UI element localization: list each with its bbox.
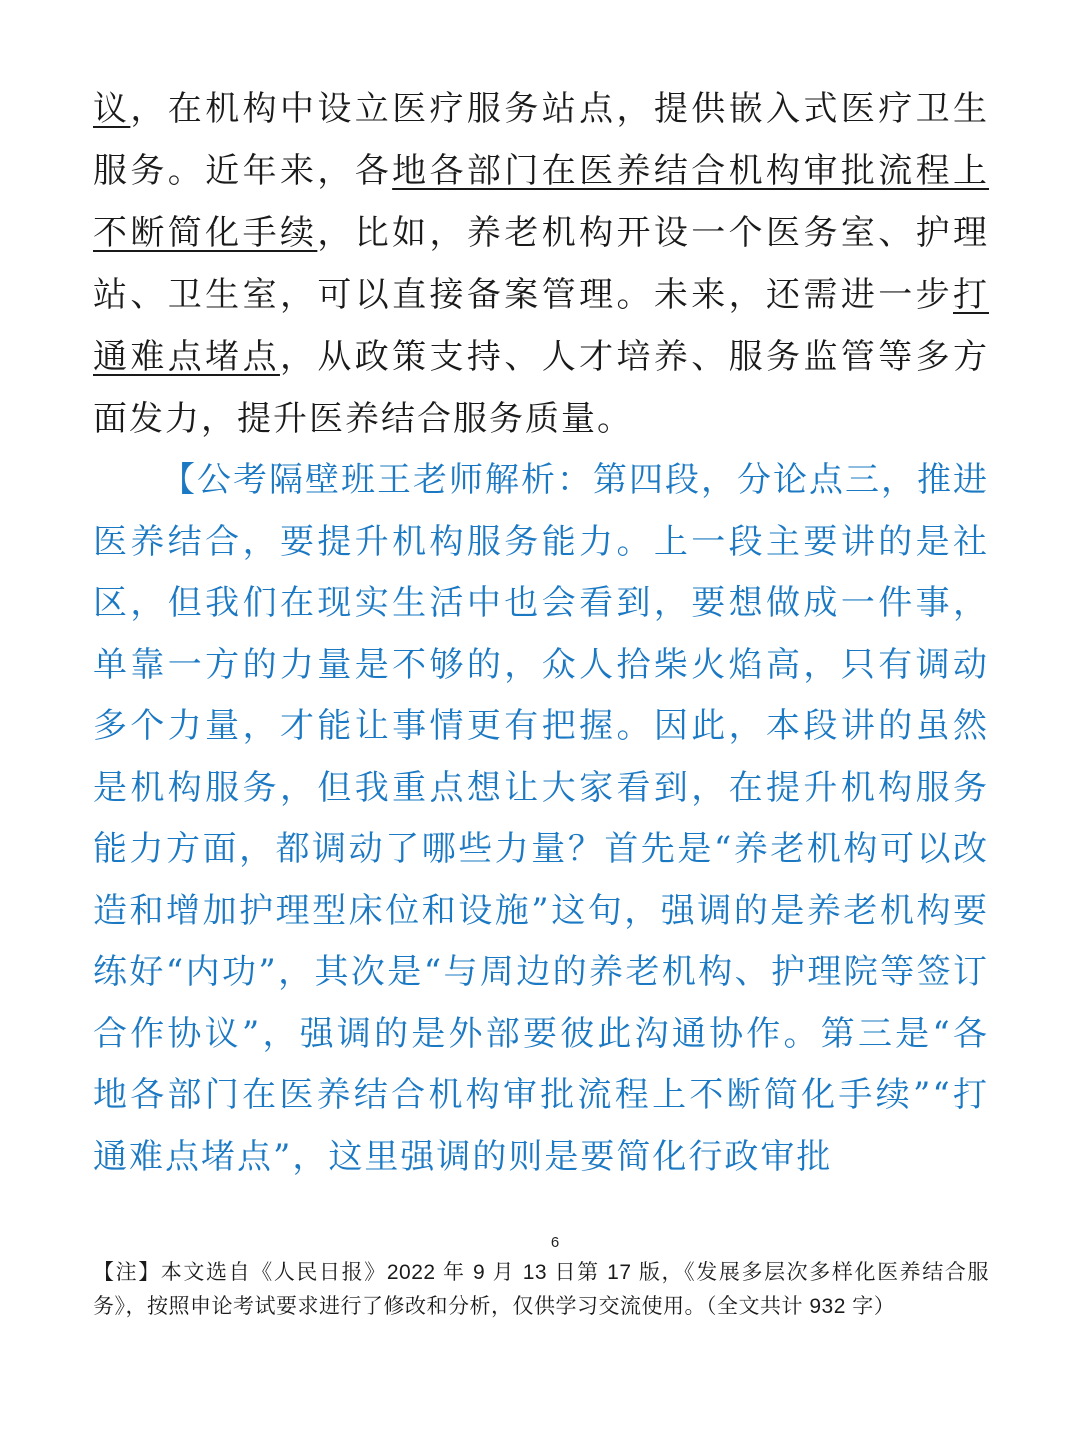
underlined-phrase: 打通难点堵点 <box>93 275 989 377</box>
underlined-phrase: 议 <box>93 89 131 129</box>
body-text-segment: ，从政策支持、人才培养、服务监管等多方面发力，提升医养结合服务质量。 <box>93 337 990 439</box>
body-text-segment: ，在机构中设立医疗服务站点，提供嵌入式医疗卫生服务。近年来，各 <box>93 89 990 191</box>
body-paragraph <box>93 78 989 450</box>
body-text-segment: ，比如，养老机构开设一个医务室、护理站、卫生室，可以直接备案管理。未来，还需进一步 <box>93 213 990 315</box>
footnote: 【注】本文选自《人民日报》2022 年 9 月 13 日第 17 版，《发展多层次多样化医养结合服务》，按照申论考试要求进行了修改和分析，仅供学习交流使用。（全文共计 932 字） <box>93 1261 989 1318</box>
underlined-phrase: 地各部门在医养结合机构审批流程上不断简化手续 <box>93 151 990 253</box>
analysis-paragraph: 【公考隔壁班王老师解析：第四段，分论点三，推进医养结合，要提升机构服务能力。上一段主要讲的是社区，但我们在现实生活中也会看到，要想做成一件事，单靠一方的力量是不够的，众人拾柴火焰高，只有调动多个力量，才能让事情更有把握。因此，本段讲的虽然是机构服务，但我重点想让大家看到，在提升机构服务能力方面，都调动了哪些力量？首先是“养老机构可以改造和增加护理型床位和设施”这句，强调的是养老机构要练好“内功”，其次是“与周边的养老机构、护理院等签订合作协议”，强调的是外部要彼此沟通协作。第三是“各地各部门在医养结合机构审批流程上不断简化手续”“打通难点堵点”，这里强调的则是要简化行政审批 <box>93 460 989 1177</box>
page-number: 6 <box>550 1234 560 1251</box>
